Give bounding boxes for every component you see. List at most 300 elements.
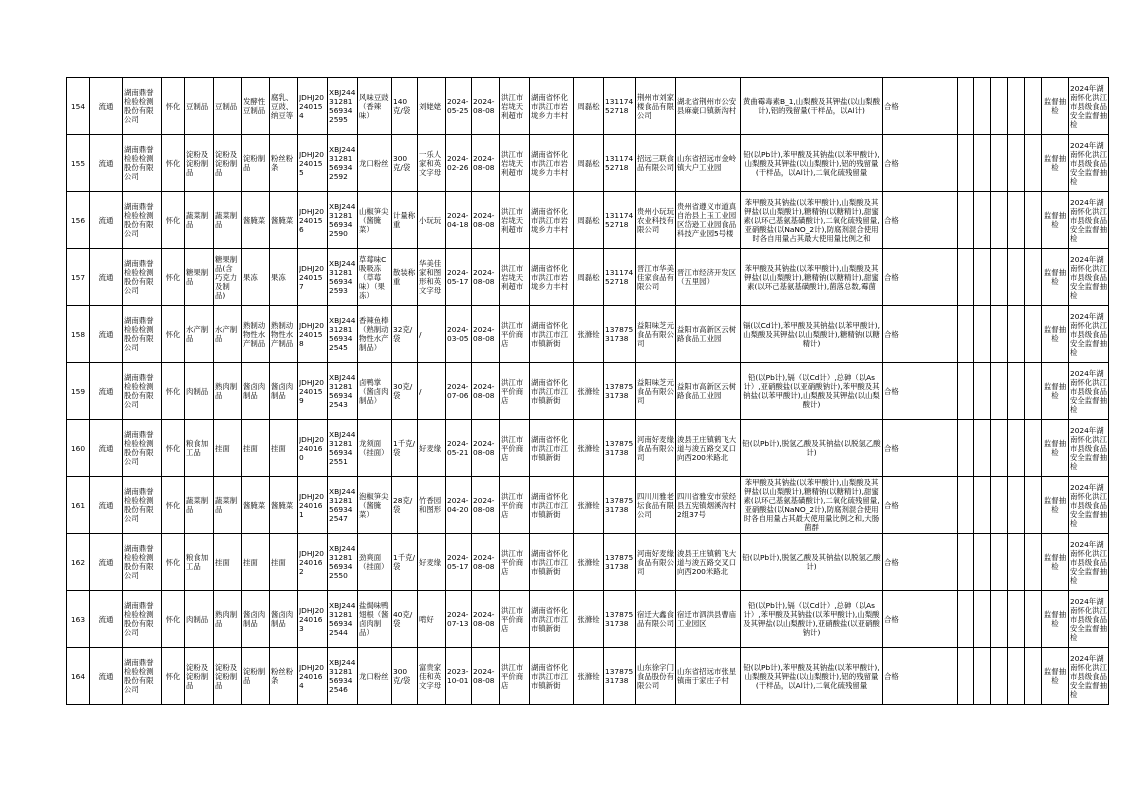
manufacturer-address: [676, 420, 741, 477]
sampling-type: [1042, 420, 1069, 477]
sample-number-text: XBJ24431281569342546: [329, 658, 356, 694]
sample-number: [328, 135, 358, 192]
product-name: [358, 192, 392, 249]
region: [162, 420, 185, 477]
sampled-unit: [500, 534, 530, 591]
testing-org: [123, 534, 162, 591]
test-result: [883, 591, 958, 648]
sampling-date: [472, 249, 500, 306]
testing-org-text: 湖南鼎誉检验检测股份有限公司: [124, 373, 154, 409]
sampling-type: [1042, 306, 1069, 363]
test-result: [883, 249, 958, 306]
manufacturer-text: 河南好麦缘食品有限公司: [637, 434, 674, 462]
category-3: [242, 420, 270, 477]
test-result: [883, 420, 958, 477]
brand-text: 富贵家佳和英文字母: [419, 662, 442, 690]
sample-number-text: XBJ24431281569342543: [329, 373, 356, 409]
brand-text: /: [419, 386, 422, 396]
empty-cell: [1025, 306, 1042, 363]
category-2: [214, 534, 242, 591]
contact-phone-text: 13117452718: [605, 211, 634, 229]
testing-org: [123, 135, 162, 192]
empty-cell: [1008, 192, 1025, 249]
production-date: [446, 591, 472, 648]
circulation-link: [90, 477, 123, 534]
contact-person-text: 张滌铨: [577, 443, 600, 453]
sampled-unit-address-text: 湖南省怀化市洪江市岩垅乡力丰村: [531, 149, 568, 177]
sampling-date: [472, 591, 500, 648]
category-2-text: 豆制品: [215, 101, 238, 111]
testing-org-text: 湖南鼎誉检验检测股份有限公司: [124, 316, 154, 352]
circulation-link-text: 流通: [98, 329, 114, 339]
empty-cell: [991, 477, 1008, 534]
test-items-text: 镉(以Cd计),苯甲酸及其钠盐(以苯甲酸计),山梨酸及其钾盐(以山梨酸计),糖精钠(以糖精计): [743, 320, 880, 348]
category-3-text: 挂面: [243, 557, 258, 567]
task-number: [298, 306, 328, 363]
specification: [392, 363, 418, 420]
sampling-date-text: 2024-08-08: [473, 496, 495, 514]
region: [162, 648, 185, 705]
testing-org: [123, 192, 162, 249]
test-items: [741, 648, 883, 705]
circulation-link: [90, 420, 123, 477]
task-source: [1069, 363, 1109, 420]
production-date-text: 2024-05-25: [447, 97, 469, 115]
sampling-type-text: 监督抽检: [1043, 268, 1067, 286]
production-date: [446, 249, 472, 306]
test-items: [741, 591, 883, 648]
sampling-type: [1042, 534, 1069, 591]
task-number-text: JDHJ20240164: [299, 662, 325, 690]
test-result: [883, 135, 958, 192]
category-2: [214, 363, 242, 420]
brand: [418, 477, 446, 534]
brand-text: 刘姥姥: [419, 101, 442, 111]
category-1-text: 肉制品: [186, 386, 209, 396]
category-3: [242, 534, 270, 591]
test-items: [741, 534, 883, 591]
task-source-text: 2024年湖南怀化洪江市县级食品安全监督抽检: [1070, 140, 1107, 186]
contact-phone-text: 13787531738: [605, 553, 634, 571]
task-source-text: 2024年湖南怀化洪江市县级食品安全监督抽检: [1070, 596, 1107, 642]
sampling-type-text: 监督抽检: [1043, 382, 1067, 400]
sampled-unit-address-text: 湖南省怀化市洪江市江市镇新街: [531, 548, 568, 576]
brand: [418, 192, 446, 249]
category-2: [214, 420, 242, 477]
empty-cell: [991, 420, 1008, 477]
contact-phone: [604, 477, 636, 534]
empty-cell: [958, 249, 974, 306]
region: [162, 363, 185, 420]
circulation-link-text: 流通: [98, 386, 114, 396]
category-2-text: 熟肉制品: [215, 610, 238, 628]
row-number: [67, 249, 90, 306]
sampled-unit-address: [530, 477, 574, 534]
sample-number: [328, 249, 358, 306]
empty-cell: [974, 192, 991, 249]
production-date-text: 2024-07-13: [447, 610, 469, 628]
sampled-unit-address-text: 湖南省怀化市洪江市江市镇新街: [531, 662, 568, 690]
manufacturer-address: [676, 534, 741, 591]
category-1-text: 豆制品: [186, 101, 209, 111]
contact-phone-text: 13117452718: [605, 154, 634, 172]
region-text: 怀化: [165, 101, 181, 111]
test-result-text: 合格: [884, 557, 899, 567]
sampled-unit-address-text: 湖南省怀化市洪江市江市镇新街: [531, 320, 568, 348]
sample-number: [328, 648, 358, 705]
sampled-unit-address: [530, 420, 574, 477]
sampled-unit-text: 洪江市平价商店: [501, 548, 524, 576]
testing-org-text: 湖南鼎誉检验检测股份有限公司: [124, 259, 154, 295]
sample-number: [328, 78, 358, 135]
empty-cell: [958, 591, 974, 648]
specification-text: 计量称重: [393, 211, 416, 229]
test-items: [741, 420, 883, 477]
category-2: [214, 306, 242, 363]
category-2-text: 糖果制品(含巧克力及制品): [215, 254, 238, 300]
sampling-type-text: 监督抽检: [1043, 610, 1067, 628]
region-text: 怀化: [165, 500, 181, 510]
manufacturer: [636, 477, 676, 534]
manufacturer-address-text: 浚县王庄镇鹤飞大道与浚五路交叉口向西200米路北: [677, 434, 737, 462]
sampling-type-text: 监督抽检: [1043, 553, 1067, 571]
category-2-text: 蔬菜制品: [215, 211, 238, 229]
specification-text: 40克/袋: [393, 610, 413, 628]
category-4: [270, 420, 298, 477]
brand: [418, 135, 446, 192]
row-number: [67, 420, 90, 477]
specification-text: 1千克/袋: [393, 439, 415, 457]
category-4-text: 熟制动物性水产制品: [271, 320, 294, 348]
manufacturer-text: 河南好麦缘食品有限公司: [637, 548, 674, 576]
contact-person-text: 张滌铨: [577, 614, 600, 624]
sampling-date: [472, 192, 500, 249]
empty-cell: [991, 648, 1008, 705]
test-result-text: 合格: [884, 443, 899, 453]
sampled-unit: [500, 363, 530, 420]
manufacturer-address: [676, 591, 741, 648]
sampling-date-text: 2024-08-08: [473, 667, 495, 685]
region-text: 怀化: [165, 557, 181, 567]
row-number: [67, 477, 90, 534]
brand-text: 小玩玩: [419, 215, 442, 225]
sampled-unit-address: [530, 534, 574, 591]
contact-person-text: 周磊松: [577, 215, 600, 225]
testing-org-text: 湖南鼎誉检验检测股份有限公司: [124, 544, 154, 580]
production-date-text: 2024-05-17: [447, 268, 469, 286]
manufacturer-address: [676, 192, 741, 249]
circulation-link-text: 流通: [98, 557, 114, 567]
sampling-date-text: 2024-08-08: [473, 553, 495, 571]
manufacturer: [636, 648, 676, 705]
manufacturer-address-text: 湖北省荆州市公安县麻豪口镇新沟村: [677, 97, 737, 115]
task-source-text: 2024年湖南怀化洪江市县级食品安全监督抽检: [1070, 311, 1107, 357]
empty-cell: [1008, 420, 1025, 477]
manufacturer: [636, 192, 676, 249]
sampled-unit-address-text: 湖南省怀化市洪江市岩垅乡力丰村: [531, 263, 568, 291]
sampled-unit-text: 洪江市平价商店: [501, 377, 524, 405]
sampling-type-text: 监督抽检: [1043, 439, 1067, 457]
brand: [418, 306, 446, 363]
sample-number-text: XBJ24431281569342593: [329, 259, 356, 295]
contact-phone: [604, 534, 636, 591]
region: [162, 192, 185, 249]
contact-person-text: 张滌铨: [577, 329, 600, 339]
sampled-unit-text: 洪江市平价商店: [501, 662, 524, 690]
category-2-text: 熟肉制品: [215, 382, 238, 400]
category-3-text: 熟制动物性水产制品: [243, 320, 266, 348]
category-3-text: 淀粉制品: [243, 154, 266, 172]
manufacturer-text: 山东徐字门食品股份有限公司: [637, 662, 674, 690]
row-number: [67, 534, 90, 591]
sampled-unit-text: 洪江市岩垅天利超市: [501, 149, 524, 177]
test-items-text: 铅(以Pb计),镉（以Cd计）,总砷（以As计）,苯甲酸及其钠盐(以苯甲酸计),山梨酸及其钾盐(以山梨酸计),亚硝酸盐(以亚硝酸钠计): [743, 601, 880, 637]
task-source-text: 2024年湖南怀化洪江市县级食品安全监督抽检: [1070, 425, 1107, 471]
sampled-unit-address: [530, 78, 574, 135]
table-row: [67, 135, 1109, 192]
production-date: [446, 477, 472, 534]
sampled-unit-address-text: 湖南省怀化市洪江市江市镇新街: [531, 434, 568, 462]
testing-org-text: 湖南鼎誉检验检测股份有限公司: [124, 145, 154, 181]
contact-phone-text: 13787531738: [605, 439, 634, 457]
test-items: [741, 135, 883, 192]
manufacturer-address-text: 山东省招远市张星镇南于家庄子村: [677, 667, 737, 685]
sampled-unit: [500, 420, 530, 477]
contact-phone-text: 13117452718: [605, 97, 634, 115]
sample-number: [328, 192, 358, 249]
sample-number: [328, 591, 358, 648]
sampling-date-text: 2024-08-08: [473, 610, 495, 628]
sampled-unit-text: 洪江市平价商店: [501, 320, 524, 348]
category-4: [270, 477, 298, 534]
specification: [392, 420, 418, 477]
category-3: [242, 648, 270, 705]
region: [162, 135, 185, 192]
test-result: [883, 78, 958, 135]
category-4-text: 酱腌菜: [271, 215, 294, 225]
product-name-text: 龙口粉丝: [359, 158, 389, 168]
task-number: [298, 249, 328, 306]
brand: [418, 420, 446, 477]
sampled-unit-address: [530, 591, 574, 648]
region: [162, 306, 185, 363]
empty-cell: [991, 591, 1008, 648]
test-result: [883, 477, 958, 534]
sampled-unit-text: 洪江市岩垅天利超市: [501, 92, 524, 120]
task-number: [298, 477, 328, 534]
category-1-text: 水产制品: [186, 325, 209, 343]
category-1-text: 淀粉及淀粉制品: [186, 662, 209, 690]
category-2-text: 挂面: [215, 557, 230, 567]
test-result-text: 合格: [884, 101, 899, 111]
manufacturer-address-text: 四川省雅安市荥经县五宪镇烟溪沟村2组37号: [677, 491, 737, 519]
empty-cell: [1008, 306, 1025, 363]
category-4-text: 果冻: [271, 272, 286, 282]
contact-phone-text: 13787531738: [605, 610, 634, 628]
category-3: [242, 78, 270, 135]
circulation-link-text: 流通: [98, 158, 114, 168]
sample-number-text: XBJ24431281569342550: [329, 544, 356, 580]
empty-cell: [958, 534, 974, 591]
category-2-text: 淀粉及淀粉制品: [215, 662, 238, 690]
category-4: [270, 135, 298, 192]
product-name: [358, 648, 392, 705]
sampling-date-text: 2024-08-08: [473, 382, 495, 400]
brand: [418, 591, 446, 648]
category-4: [270, 306, 298, 363]
sampling-type: [1042, 363, 1069, 420]
table-row: [67, 192, 1109, 249]
sample-number-text: XBJ24431281569342545: [329, 316, 356, 352]
sampling-type: [1042, 591, 1069, 648]
region-text: 怀化: [165, 671, 181, 681]
specification-text: 散装称重: [393, 268, 416, 286]
sampling-date: [472, 477, 500, 534]
brand-text: 华美佳家和图形和英文字母: [419, 259, 442, 295]
sampled-unit-address-text: 湖南省怀化市洪江市江市镇新街: [531, 377, 568, 405]
category-4: [270, 648, 298, 705]
category-4: [270, 192, 298, 249]
category-1: [185, 591, 214, 648]
sampled-unit: [500, 306, 530, 363]
circulation-link: [90, 534, 123, 591]
task-number-text: JDHJ20240156: [299, 206, 325, 234]
specification: [392, 135, 418, 192]
empty-cell: [991, 534, 1008, 591]
category-1: [185, 648, 214, 705]
row-number: [67, 306, 90, 363]
product-name: [358, 249, 392, 306]
test-result: [883, 306, 958, 363]
circulation-link: [90, 78, 123, 135]
manufacturer-text: 四川川雅老坛食品有限公司: [637, 491, 674, 519]
sampling-type-text: 监督抽检: [1043, 154, 1067, 172]
category-3-text: 果冻: [243, 272, 258, 282]
testing-org-text: 湖南鼎誉检验检测股份有限公司: [124, 487, 154, 523]
test-items: [741, 363, 883, 420]
contact-phone: [604, 306, 636, 363]
test-items-text: 铅(以Pb计),脱氢乙酸及其钠盐(以脱氢乙酸计): [742, 439, 881, 457]
brand-text: 好麦缘: [419, 443, 442, 453]
test-result-text: 合格: [884, 500, 899, 510]
specification-text: 30克/袋: [393, 382, 413, 400]
empty-cell: [974, 363, 991, 420]
sampling-date-text: 2024-08-08: [473, 268, 495, 286]
product-name-text: 香辣鱼棒（熟制动物性水产制品）: [359, 316, 389, 352]
category-2-text: 淀粉及淀粉制品: [215, 149, 238, 177]
product-name: [358, 135, 392, 192]
production-date: [446, 534, 472, 591]
category-4: [270, 363, 298, 420]
task-source-text: 2024年湖南怀化洪江市县级食品安全监督抽检: [1070, 368, 1107, 414]
specification: [392, 477, 418, 534]
table-row: [67, 249, 1109, 306]
specification-text: 300克/袋: [393, 154, 411, 172]
product-name: [358, 591, 392, 648]
sampled-unit: [500, 648, 530, 705]
sampling-type: [1042, 192, 1069, 249]
specification-text: 300克/袋: [393, 667, 411, 685]
task-number-text: JDHJ20240162: [299, 548, 325, 576]
row-number-text: 159: [70, 386, 86, 396]
sampled-unit-address: [530, 306, 574, 363]
category-2: [214, 477, 242, 534]
brand-text: /: [419, 329, 422, 339]
contact-phone: [604, 135, 636, 192]
production-date-text: 2024-04-20: [447, 496, 469, 514]
production-date: [446, 78, 472, 135]
category-1: [185, 78, 214, 135]
empty-cell: [974, 534, 991, 591]
region-text: 怀化: [165, 614, 181, 624]
empty-cell: [1025, 420, 1042, 477]
sampling-date: [472, 534, 500, 591]
contact-phone: [604, 420, 636, 477]
task-number-text: JDHJ20240160: [299, 434, 325, 462]
region-text: 怀化: [165, 215, 181, 225]
contact-person: [574, 306, 604, 363]
manufacturer-address: [676, 249, 741, 306]
sampled-unit: [500, 192, 530, 249]
region-text: 怀化: [165, 272, 181, 282]
empty-cell: [1025, 78, 1042, 135]
sampled-unit: [500, 135, 530, 192]
table-row: [67, 420, 1109, 477]
product-name: [358, 477, 392, 534]
empty-cell: [1008, 135, 1025, 192]
row-number-text: 157: [70, 272, 86, 282]
production-date-text: 2024-02-26: [447, 154, 469, 172]
category-2: [214, 249, 242, 306]
manufacturer: [636, 363, 676, 420]
sampling-type-text: 监督抽检: [1043, 97, 1067, 115]
contact-person: [574, 192, 604, 249]
region: [162, 591, 185, 648]
contact-person: [574, 78, 604, 135]
test-result-text: 合格: [884, 386, 899, 396]
sampled-unit-text: 洪江市平价商店: [501, 605, 524, 633]
product-name-text: 草莓味C吸吸冻（草莓味）（果冻）: [359, 254, 387, 300]
sample-number: [328, 534, 358, 591]
sampling-date-text: 2024-08-08: [473, 439, 495, 457]
test-result-text: 合格: [884, 215, 899, 225]
empty-cell: [1025, 534, 1042, 591]
test-items-text: 黄曲霉毒素B_1,山梨酸及其钾盐(以山梨酸计),铝的残留量(干样品，以Al计): [743, 97, 880, 115]
task-source-text: 2024年湖南怀化洪江市县级食品安全监督抽检: [1070, 83, 1107, 129]
sampled-unit: [500, 249, 530, 306]
task-source: [1069, 306, 1109, 363]
test-result: [883, 192, 958, 249]
testing-org: [123, 306, 162, 363]
category-1-text: 蔬菜制品: [186, 496, 209, 514]
category-4: [270, 78, 298, 135]
category-2-text: 挂面: [215, 443, 230, 453]
test-result-text: 合格: [884, 671, 899, 681]
category-2-text: 水产制品: [215, 325, 238, 343]
region-text: 怀化: [165, 386, 181, 396]
empty-cell: [1008, 534, 1025, 591]
region: [162, 249, 185, 306]
empty-cell: [974, 78, 991, 135]
contact-person: [574, 477, 604, 534]
contact-phone: [604, 363, 636, 420]
task-source: [1069, 420, 1109, 477]
empty-cell: [991, 78, 1008, 135]
sampling-date: [472, 648, 500, 705]
task-source: [1069, 477, 1109, 534]
manufacturer-address: [676, 306, 741, 363]
sampled-unit-text: 洪江市平价商店: [501, 491, 524, 519]
